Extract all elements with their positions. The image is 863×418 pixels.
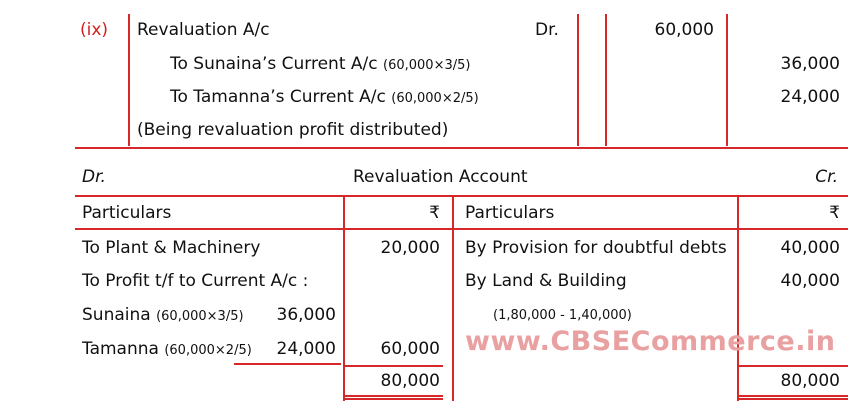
credit-entry-2-calc: (60,000×2/5)	[391, 91, 479, 106]
debit-account: Revaluation A/c	[137, 20, 270, 40]
total-rule-right-double	[738, 398, 848, 400]
debit-tamanna	[82, 339, 252, 361]
ledger-rule	[737, 195, 739, 401]
credit-entry-1-calc: (60,000×3/5)	[383, 58, 471, 73]
credit-entry-1	[170, 54, 470, 76]
credit-total: 80,000	[780, 371, 840, 391]
credit-land-label: By Land & Building	[465, 271, 627, 291]
header-particulars-left: Particulars	[82, 203, 172, 223]
tamanna-name: Tamanna	[82, 339, 159, 359]
header-bottom-rule	[75, 228, 848, 230]
journal-rule	[128, 14, 130, 146]
debit-plant-amount: 20,000	[380, 238, 440, 258]
sunaina-calc: (60,000×3/5)	[156, 309, 244, 324]
narration: (Being revaluation profit distributed)	[137, 120, 449, 140]
total-rule-left-double	[343, 398, 443, 400]
journal-rule	[577, 14, 579, 146]
debit-amount: 60,000	[654, 20, 714, 40]
total-rule-right-top	[738, 365, 848, 367]
partners-total: 60,000	[380, 339, 440, 359]
debit-total: 80,000	[380, 371, 440, 391]
credit-provision-label: By Provision for doubtful debts	[465, 238, 727, 258]
journal-rule	[726, 14, 728, 146]
credit-land-amount: 40,000	[780, 271, 840, 291]
ledger-top-rule	[75, 147, 848, 149]
ledger-rule	[452, 195, 454, 401]
debit-profit-tf-label: To Profit t/f to Current A/c :	[82, 271, 309, 291]
sunaina-share: 36,000	[276, 305, 336, 325]
debit-plant-label: To Plant & Machinery	[82, 238, 261, 258]
watermark: www.CBSECommerce.in	[465, 326, 836, 357]
header-top-rule	[75, 195, 848, 197]
credit-provision-amount: 40,000	[780, 238, 840, 258]
rupee-icon: ₹	[829, 203, 840, 223]
credit-entry-2-account: To Tamanna’s Current A/c	[170, 87, 386, 107]
dr-label: Dr.	[535, 20, 559, 40]
sunaina-name: Sunaina	[82, 305, 151, 325]
ledger-rule	[343, 195, 345, 401]
ledger-cr-label: Cr.	[815, 167, 838, 187]
header-particulars-right: Particulars	[465, 203, 555, 223]
ledger-title: Revaluation Account	[353, 167, 528, 187]
tamanna-calc: (60,000×2/5)	[164, 343, 252, 358]
entry-serial: (ix)	[80, 20, 109, 40]
journal-rule	[605, 14, 607, 146]
tamanna-share: 24,000	[276, 339, 336, 359]
debit-sunaina	[82, 305, 244, 327]
subtotal-rule	[234, 363, 341, 365]
credit-entry-1-account: To Sunaina’s Current A/c	[170, 54, 378, 74]
total-rule-left-top	[343, 365, 443, 367]
total-rule-left-bottom	[343, 395, 443, 397]
credit-land-calc: (1,80,000 - 1,40,000)	[493, 308, 632, 323]
credit-entry-1-amount: 36,000	[780, 54, 840, 74]
credit-entry-2-amount: 24,000	[780, 87, 840, 107]
rupee-icon: ₹	[429, 203, 440, 223]
ledger-dr-label: Dr.	[82, 167, 106, 187]
total-rule-right-bottom	[738, 395, 848, 397]
credit-entry-2	[170, 87, 479, 109]
